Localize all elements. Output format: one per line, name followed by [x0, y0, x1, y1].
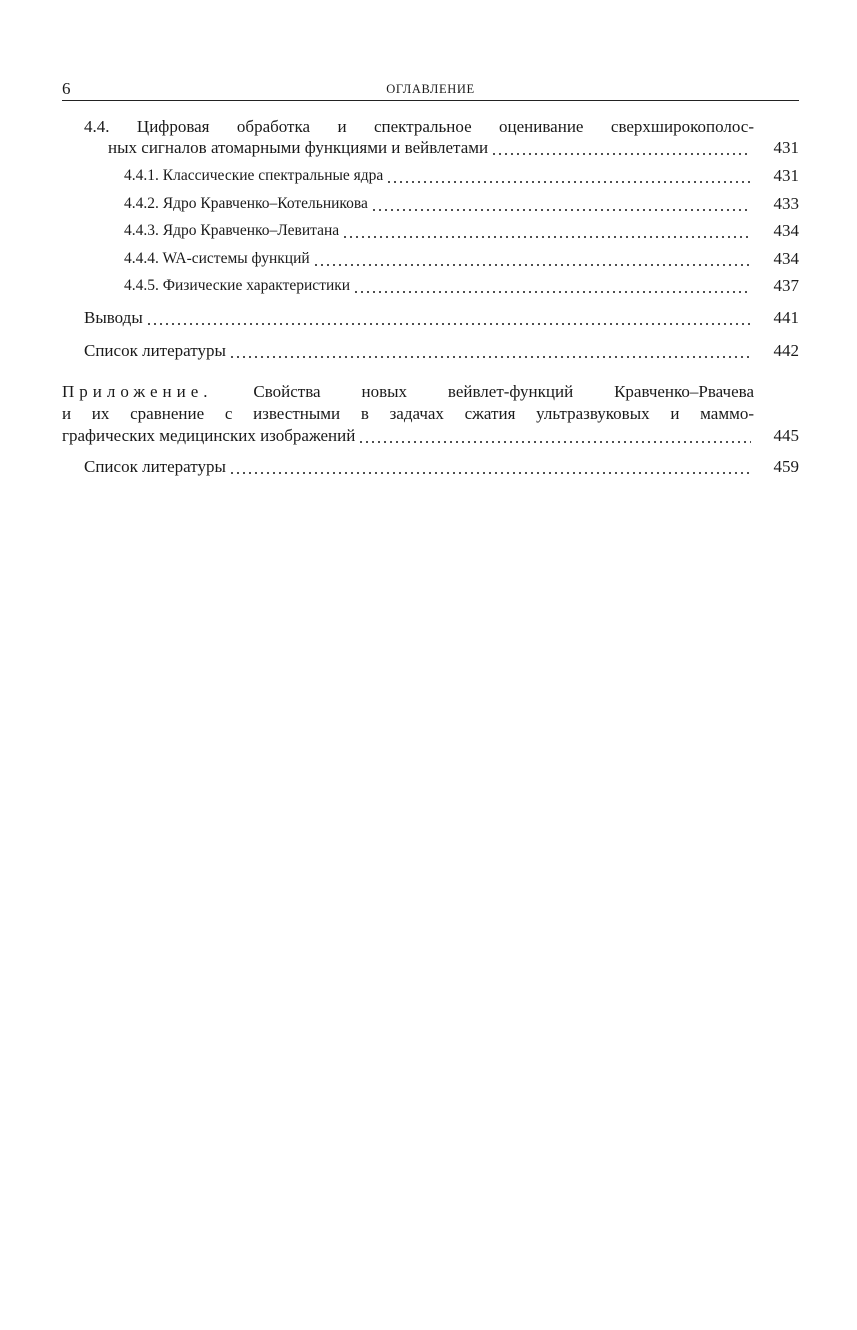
toc-entry-references-1[interactable]: [84, 340, 754, 362]
toc-entry-4-4-5-text: 4.4.5. Физические характеристики: [124, 277, 351, 294]
toc-entry-references-2[interactable]: [84, 456, 754, 478]
toc-entry-appendix-text: графических медицинских изображений: [62, 426, 356, 445]
running-title: ОГЛАВЛЕНИЕ: [386, 82, 475, 96]
toc-entry-references-1-text: Список литературы: [84, 341, 226, 360]
toc-entry-4-4-2-text: 4.4.2. Ядро Кравченко–Котельникова: [124, 195, 368, 212]
dot-leader: [386, 165, 751, 187]
toc-entry-4-4-line2[interactable]: [108, 137, 754, 159]
toc-page-appendix: 445: [773, 426, 799, 445]
dot-leader: [342, 220, 751, 242]
dot-leader: [313, 248, 751, 270]
toc-entry-4-4-5[interactable]: [124, 275, 754, 297]
toc-page-4-4-2: 433: [773, 194, 799, 213]
dot-leader: [146, 307, 751, 329]
toc-entry-4-4-line1: 4.4. Цифровая обработка и спектральное оценивание сверхширокополос-: [84, 117, 754, 136]
toc-page-conclusions: 441: [773, 308, 799, 327]
toc-entry-appendix-line3[interactable]: [62, 425, 754, 447]
toc-entry-4-4-2[interactable]: [124, 193, 754, 215]
appendix-title-start: Свойства новых вейвлет-функций Кравченко–Рвачева: [253, 382, 754, 401]
toc-entry-4-4-4[interactable]: [124, 248, 754, 270]
appendix-label: Приложение.: [62, 382, 213, 401]
toc-entry-4-4-3-text: 4.4.3. Ядро Кравченко–Левитана: [124, 222, 340, 239]
dot-leader: [229, 456, 751, 478]
toc-entry-4-4-3[interactable]: [124, 220, 754, 242]
dot-leader: [358, 425, 751, 447]
toc-entry-appendix-line2: и их сравнение с известными в задачах сжатия ультразвуковых и маммо-: [62, 404, 754, 423]
dot-leader: [371, 193, 751, 215]
toc-entry-4-4-1[interactable]: [124, 165, 754, 187]
page-number: 6: [62, 79, 71, 98]
toc-entry-4-4-4-text: 4.4.4. WA-системы функций: [124, 250, 310, 267]
toc-page-references-1: 442: [773, 341, 799, 360]
toc-entry-references-2-text: Список литературы: [84, 457, 226, 476]
toc-entry-conclusions-text: Выводы: [84, 308, 143, 327]
toc-entry-4-4-text: ных сигналов атомарными функциями и вейвлетами: [108, 138, 489, 157]
page-header: [62, 78, 799, 101]
dot-leader: [353, 275, 751, 297]
toc-page-4-4-3: 434: [773, 221, 799, 240]
toc-entry-conclusions[interactable]: [84, 307, 754, 329]
toc-page-4-4-1: 431: [773, 166, 799, 185]
dot-leader: [491, 137, 751, 159]
toc-entry-appendix-line1: [62, 381, 754, 403]
toc-page-4-4-4: 434: [773, 249, 799, 268]
dot-leader: [229, 340, 751, 362]
toc-page-4-4: 431: [773, 138, 799, 157]
toc-page-4-4-5: 437: [773, 276, 799, 295]
toc-entry-4-4-1-text: 4.4.1. Классические спектральные ядра: [124, 167, 384, 184]
toc-page-references-2: 459: [773, 457, 799, 476]
